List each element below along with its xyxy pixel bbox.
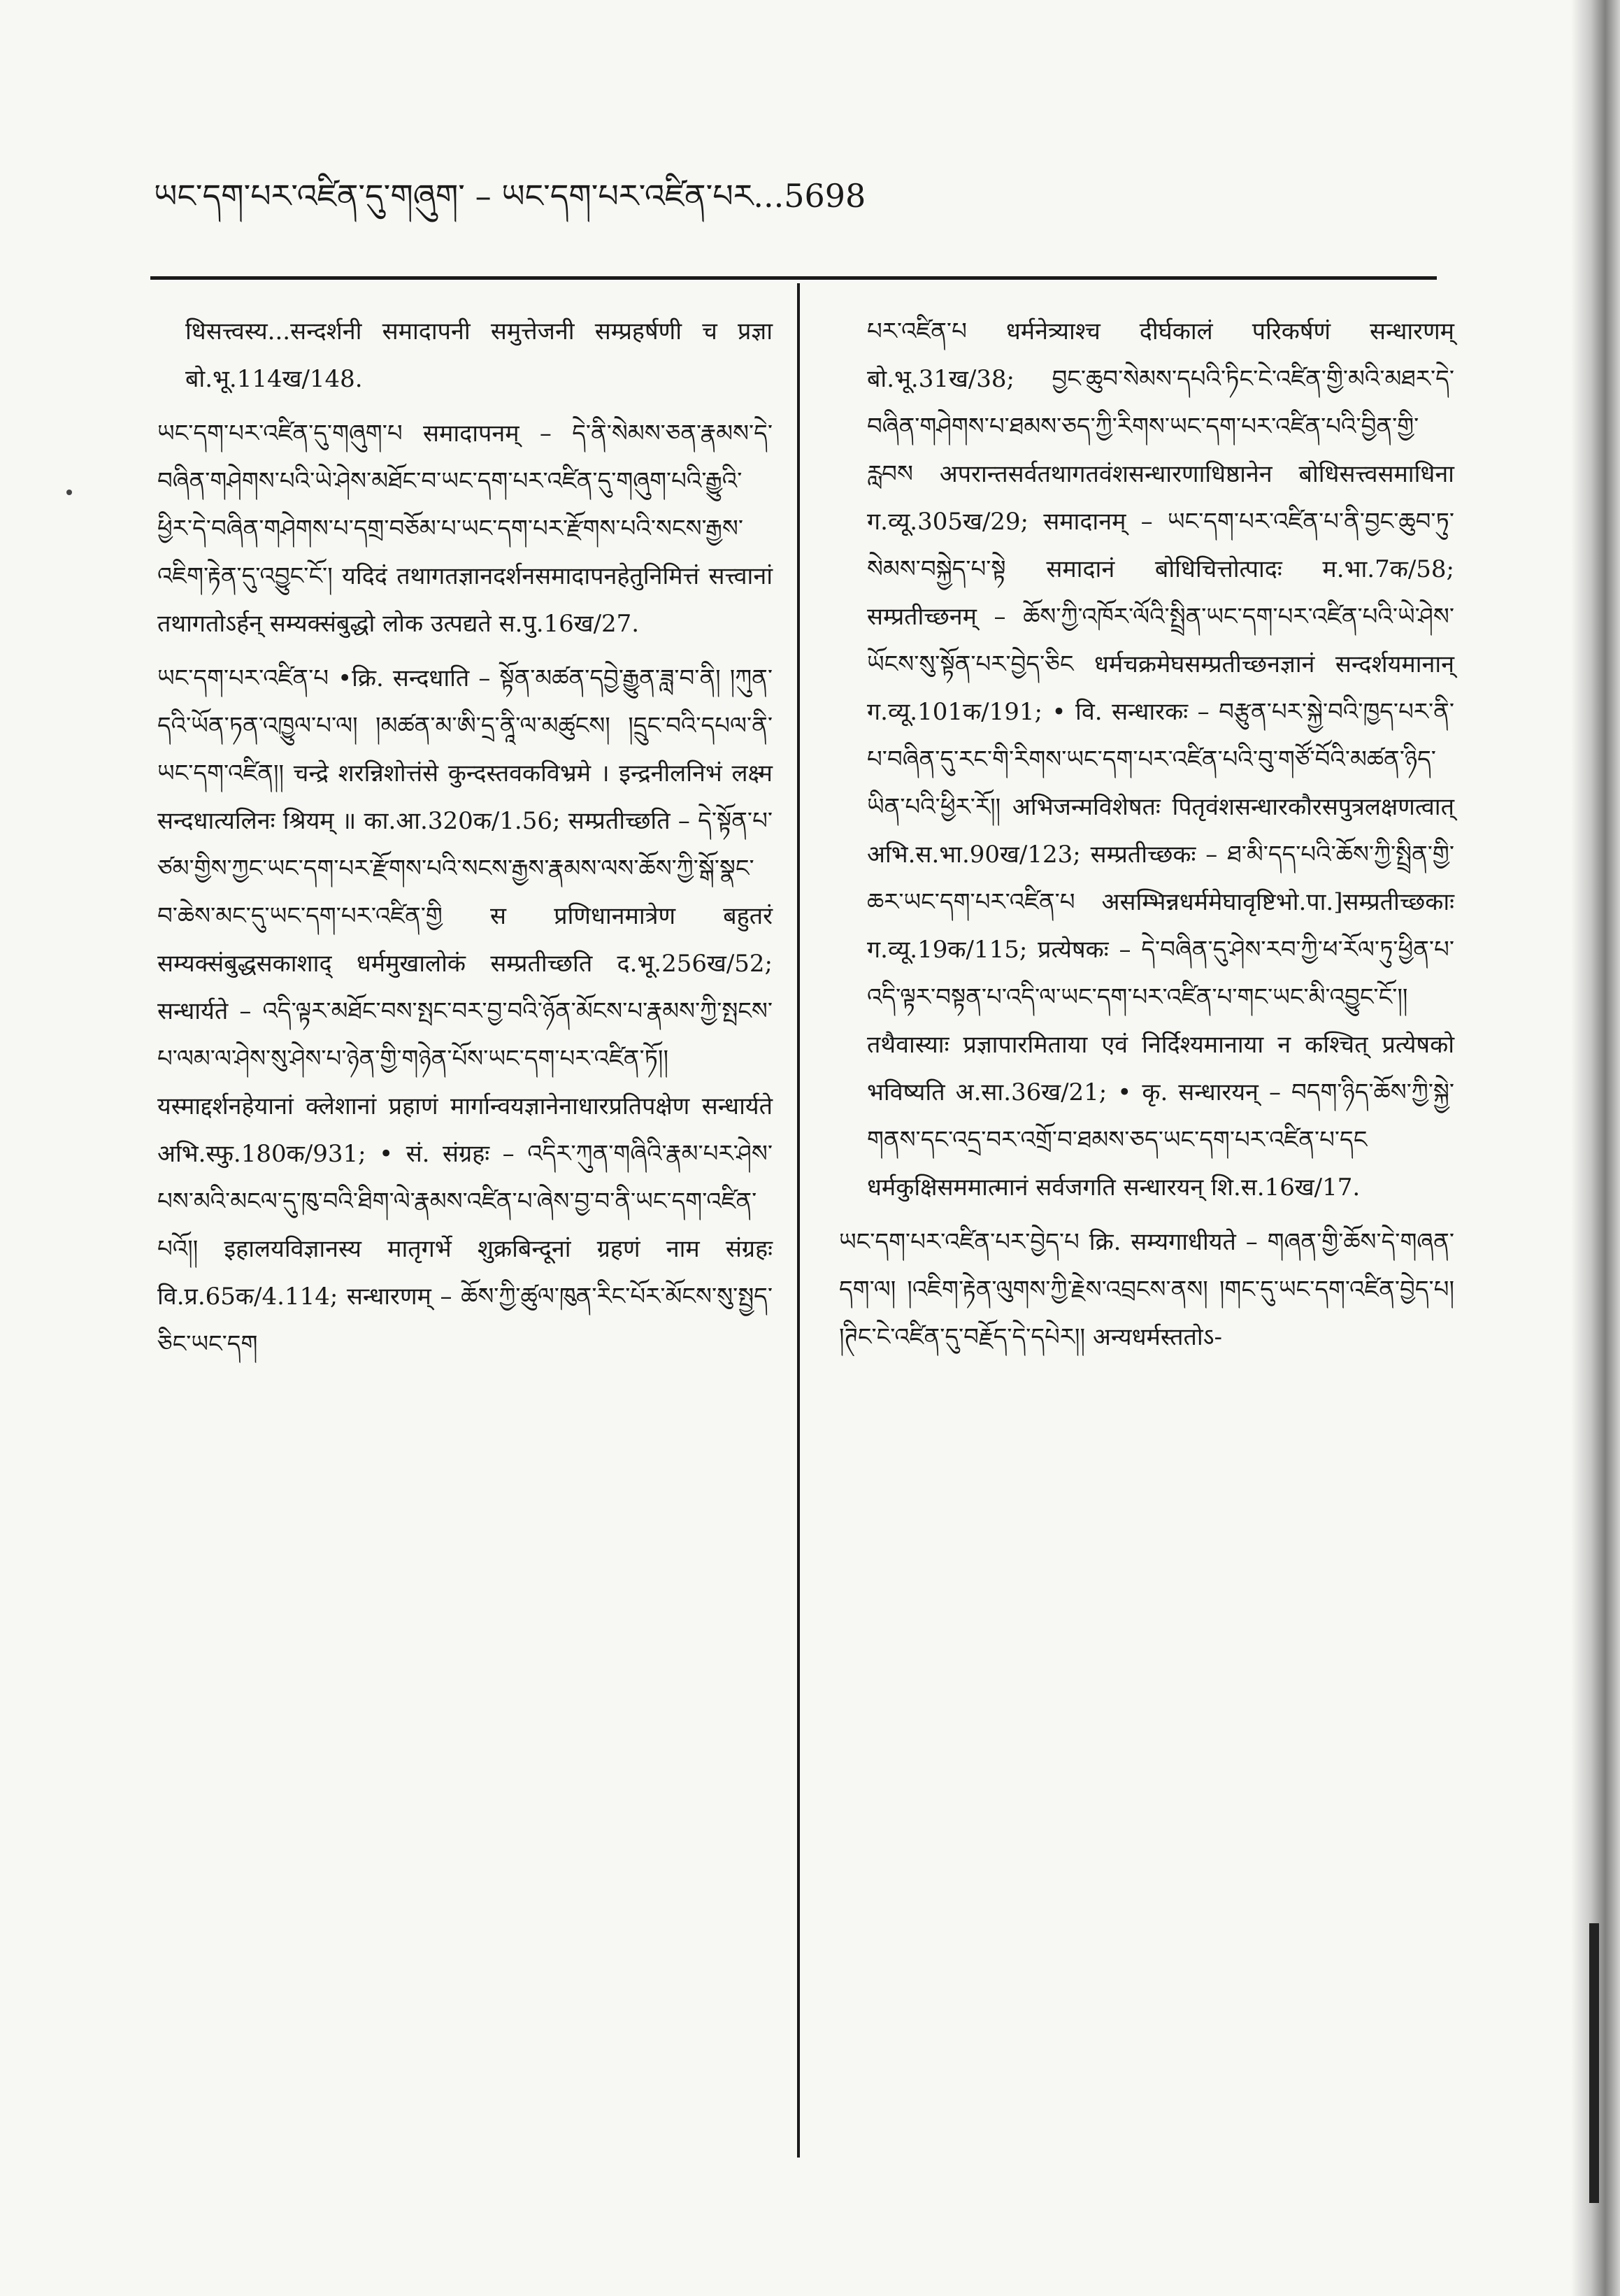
entry: ཡང་དག་པར་འཛིན་པ •क्रि. सन्दधाति – སྟོན་མཚན་དབྱེ་རྒྱུན་ཟླ་བ་ནི། །ཀུན་དའི་ཡོན་ཏན་འཁྱུལ་པ་ལ། །མཚན་མ་ཨི་དྲ་ནཱི་ལ་མཚུངས། །དྲུང་བའི་དཔལ་ནི་ཡང་དག་འཛིན།། चन्द्रे शरन्निशोत्तंसे कुन्दस्तवकविभ्रमे । इन्द्रनीलनिभं लक्ष्म सन्दधात्यलिनः श्रियम् ॥ का.आ.320क/1.56; सम्प्रतीच्छति – དེ་སྟོན་པ་ཙམ་གྱིས་ཀྱང་ཡང་དག་པར་རྫོགས་པའི་སངས་རྒྱས་རྣམས་ལས་ཆོས་ཀྱི་སྒོ་སྣང་བ་ཆེས་མང་དུ་ཡང་དག་པར་འཛིན་གྱི स प्रणिधानमात्रेण बहुतरं सम्यक्संबुद्धसकाशाद् धर्ममुखालोकं सम्प्रतीच्छति द.भू.256ख/52; सन्धार्यते – འདི་ལྟར་མཐོང་བས་སྤང་བར་བྱ་བའི་ཉོན་མོངས་པ་རྣམས་ཀྱི་སྤངས་པ་ལམ་ལ་ཤེས་སུ་ཤེས་པ་ཉེན་གྱི་གཉེན་པོས་ཡང་དག་པར་འཛིན་ཏོ།། यस्माद्दर्शनहेयानां क्लेशानां प्रहाणं मार्गान्वयज्ञानेनाधारप्रतिपक्षेण सन्धार्यते अभि.स्फु.180क/931; • सं. संग्रहः – འདིར་ཀུན་གཞིའི་རྣམ་པར་ཤེས་པས་མའི་མངལ་དུ་ཁུ་བའི་ཐིག་ལེ་རྣམས་འཛིན་པ་ཞེས་བྱ་བ་ནི་ཡང་དག་འཛིན་པའོ།། इहालयविज्ञानस्य मातृगर्भे शुक्रबिन्दूनां ग्रहणं नाम संग्रहः वि.प्र.65क/4.114; सन्धारणम् – ཆོས་ཀྱི་ཚུལ་ཁུན་རིང་པོར་མོངས་སུ་སྤྱད་ཅིང་ཡང་དག <box>157 664 773 1358</box>
entry: ཡང་དག་པར་འཛིན་པར་བྱེད་པ क्रि. सम्यगाधीयते – གཞན་གྱི་ཆོས་དེ་གཞན་དག་ལ། །འཇིག་རྟེན་ལུགས་ཀྱི་རྗེས་འབྲངས་ནས། །གང་དུ་ཡང་དག་འཛིན་བྱེད་པ། །ཊིང་ངེ་འཛིན་དུ་བརྗོད་དེ་དཔེར།། अन्यधर्मस्ततोऽ- <box>839 1228 1454 1351</box>
header-rule <box>150 276 1437 280</box>
left-column <box>157 308 773 1368</box>
entry-continuation: པར་འཛིན་པ धर्मनेत्र्याश्च दीर्घकालं परिकर्षणं सन्धारणम् बो.भू.31ख/38; བྱང་ཆུབ་སེམས་དཔའི་ཏིང་ངེ་འཛིན་གྱི་མའི་མཐར་དེ་བཞིན་གཤེགས་པ་ཐམས་ཅད་ཀྱི་རིགས་ཡང་དག་པར་འཛིན་པའི་བྱིན་གྱི་རླབས अपरान्तसर्वतथागतवंशसन्धारणाधिष्ठानेन बोधिसत्त्वसमाधिना ग.व्यू.305ख/29; समादानम् – ཡང་དག་པར་འཛིན་པ་ནི་བྱང་ཆུབ་ཏུ་སེམས་བསྐྱེད་པ་སྟེ समादानं बोधिचित्तोत्पादः म.भा.7क/58; सम्प्रतीच्छनम् – ཆོས་ཀྱི་འཁོར་ལོའི་སྤྲིན་ཡང་དག་པར་འཛིན་པའི་ཡེ་ཤེས་ཡོངས་སུ་སྟོན་པར་བྱེད་ཅིང धर्मचक्रमेघसम्प्रतीच्छनज्ञानं सन्दर्शयमानान् ग.व्यू.101क/191; • वि. सन्धारकः – བརྩུན་པར་སྐྱེ་བའི་ཁྱད་པར་ནི་པ་བཞིན་དུ་རང་གི་རིགས་ཡང་དག་པར་འཛིན་པའི་བུ་གཙོ་བོའི་མཚན་ཉིད་ཡིན་པའི་ཕྱིར་རོ།། अभिजन्मविशेषतः पितृवंशसन्धारकौरसपुत्रलक्षणत्वात् अभि.स.भा.90ख/123; सम्प्रतीच्छकः – ཐ་མི་དད་པའི་ཆོས་ཀྱི་སྤྲིན་གྱི་ཆར་ཡང་དག་པར་འཛིན་པ असम्भिन्नधर्ममेघावृष्टिभो.पा.]सम्प्रतीच्छकाः ग.व्यू.19क/115; प्रत्येषकः – དེ་བཞིན་དུ་ཤེས་རབ་ཀྱི་ཕ་རོལ་ཏུ་ཕྱིན་པ་འདི་ལྟར་བསྟན་པ་འདི་ལ་ཡང་དག་པར་འཛིན་པ་གང་ཡང་མི་འབྱུང་ངོ༌།། तथैवास्याः प्रज्ञापारमिताया एवं निर्दिश्यमानाया न कश्चित् प्रत्येषको भविष्यति अ.सा.36ख/21; • कृ. सन्धारयन् – བདག་ཉིད་ཆོས་ཀྱི་སྐྱེ་གནས་དང་འདྲ་བར་འགྲོ་བ་ཐམས་ཅད་ཡང་དག་པར་འཛིན་པ་དང धर्मकुक्षिसममात्मानं सर्वजगति सन्धारयन् शि.स.16ख/17. <box>867 318 1454 1202</box>
column-divider <box>797 283 800 2158</box>
page-header <box>154 164 1447 227</box>
scan-edge-bar <box>1589 1923 1599 2203</box>
running-head: ཡང་དག་པར་འཛིན་དུ་གཞུག་ – ཡང་དག་པར་འཛིན་པར...5698 <box>154 177 866 215</box>
right-column <box>839 308 1454 1361</box>
entry-continuation: धिसत्त्वस्य...सन्दर्शनी समादापनी समुत्तेजनी सम्प्रहर्षणी च प्रज्ञा बो.भू.114ख/148. <box>185 318 773 393</box>
entry: ཡང་དག་པར་འཛིན་དུ་གཞུག་པ समादापनम् – དེ་ནི་སེམས་ཅན་རྣམས་དེ་བཞིན་གཤེགས་པའི་ཡེ་ཤེས་མཐོང་བ་ཡང་དག་པར་འཛིན་དུ་གཞུག་པའི་རྒྱུའི་ཕྱིར་དེ་བཞིན་གཤེགས་པ་དགྲ་བཅོམ་པ་ཡང་དག་པར་རྫོགས་པའི་སངས་རྒྱས་འཇིག་རྟེན་དུ་འབྱུང་ངོ༌། यदिदं तथागतज्ञानदर्शनसमादापनहेतुनिमित्तं सत्त्वानां तथागतोऽर्हन् सम्यक्संबुद्धो लोक उत्पद्यते स.पु.16ख/27. <box>157 420 773 638</box>
scan-speck <box>66 490 72 495</box>
